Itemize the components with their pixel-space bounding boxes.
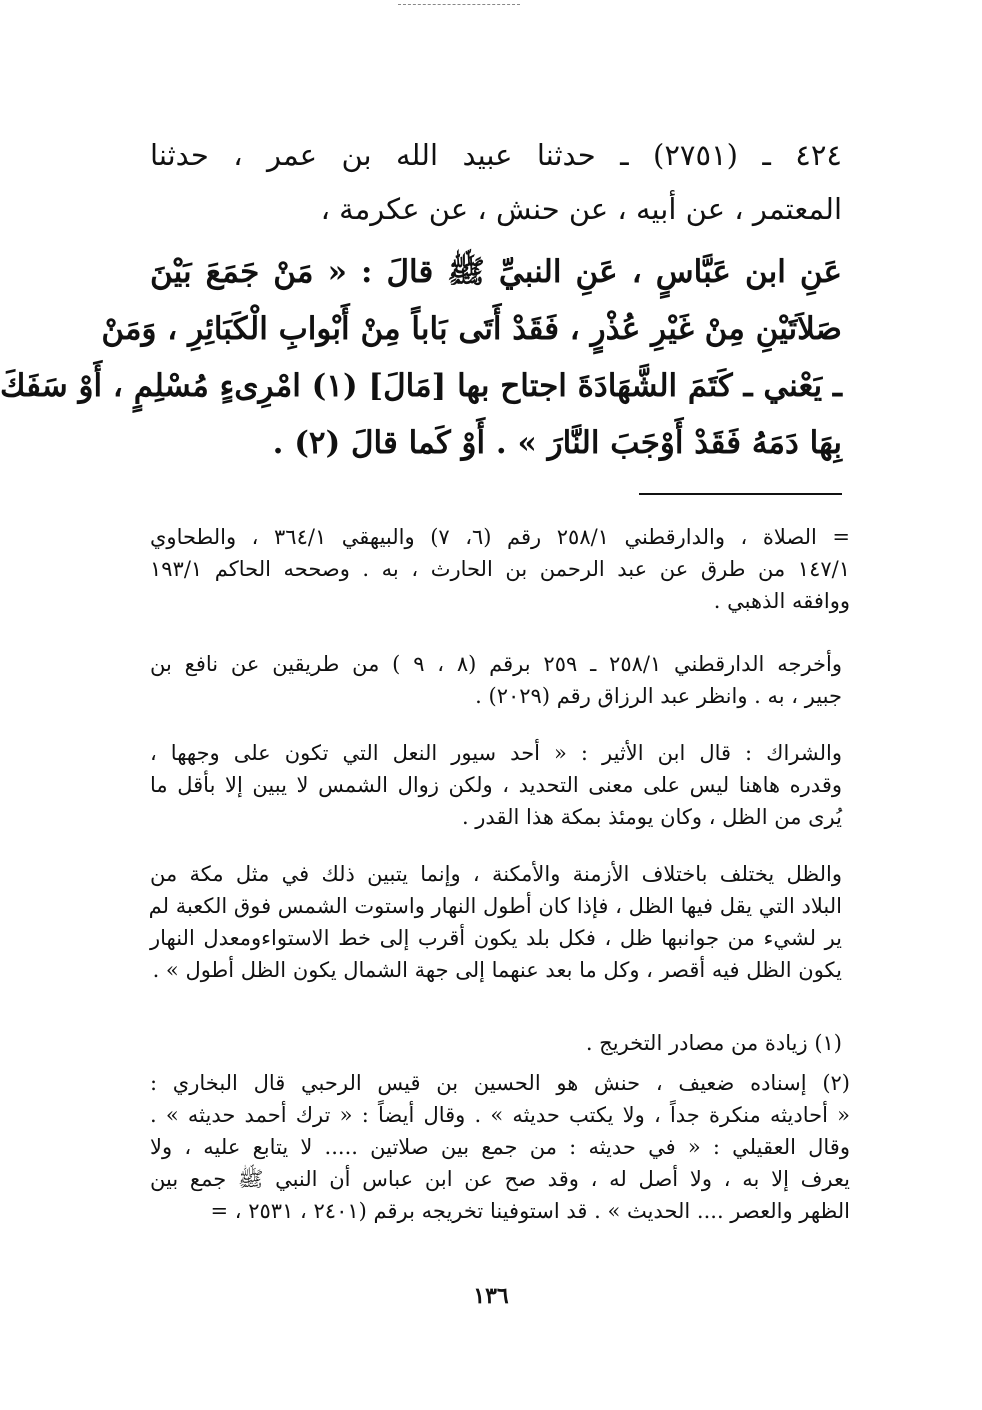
footnote-2 bbox=[150, 1067, 850, 1227]
footnote-line: وقال العقيلي : « في حديثه : من جمع بين صلاتين ..... لا يتابع عليه ، ولا bbox=[150, 1135, 850, 1159]
matn-line: صَلاَتَيْنِ مِنْ غَيْرِ عُذْرٍ ، فَقَدْ أَتَى بَاباً مِنْ أَبْوابِ الْكَبَائِرِ ، وَمَنْ bbox=[101, 311, 842, 347]
footnote-line: (٢) إسناده ضعيف ، حنش هو الحسين بن قيس الرحبي قال البخاري : bbox=[150, 1071, 850, 1095]
page-number: ١٣٦ bbox=[473, 1283, 509, 1309]
top-dashed-rule bbox=[398, 4, 520, 5]
footnote-separator bbox=[639, 493, 842, 495]
isnad-line: ٤٢٤ ـ (٢٧٥١) ـ حدثنا عبيد الله بن عمر ، حدثنا bbox=[150, 138, 842, 172]
footnote-line: جبير ، به . وانظر عبد الرزاق رقم (٢٠٢٩) . bbox=[475, 684, 842, 708]
matn-line: عَنِ ابن عَبَّاسٍ ، عَنِ النبيِّ ﷺ قالَ : « مَنْ جَمَعَ بَيْنَ bbox=[150, 254, 842, 290]
footnote-line: يكون الظل فيه أقصر ، وكل ما بعد عنهما إلى جهة الشمال يكون الظل أطول » . bbox=[152, 958, 842, 982]
footnote-1 bbox=[150, 1027, 842, 1059]
footnote-line: (١) زيادة من مصادر التخريج . bbox=[585, 1031, 842, 1055]
isnad-line: المعتمر ، عن أبيه ، عن حنش ، عن عكرمة ، bbox=[320, 192, 842, 226]
footnote-line: ١٤٧/١ من طرق عن عبد الرحمن بن الحارث ، به . وصححه الحاكم ١٩٣/١ bbox=[150, 557, 850, 581]
footnote-shadow bbox=[150, 858, 842, 986]
footnote-line: البلاد التي يقل فيها الظل ، فإذا كان أطول النهار واستوت الشمس فوق الكعبة لم bbox=[148, 894, 842, 918]
hadith-isnad bbox=[150, 128, 842, 236]
footnote-line: وقدره هاهنا ليس على معنى التحديد ، ولكن زوال الشمس لا يبين إلا بأقل ما bbox=[150, 773, 842, 797]
matn-line: بِهَا دَمَهُ فَقَدْ أَوْجَبَ النَّارَ » . أَوْ كَما قالَ (٢) . bbox=[272, 425, 842, 461]
footnote-daraqutni bbox=[150, 648, 842, 712]
footnote-line: ير لشيء من جوانبها ظل ، فكل بلد يكون أقرب إلى خط الاستواءومعدل النهار bbox=[150, 926, 842, 950]
matn-line: ـ يَعْني ـ كَتَمَ الشَّهَادَةَ اجتاح بها [مَالَ] (١) امْرِىءٍ مُسْلِمٍ ، أَوْ سَفَكَ bbox=[0, 368, 842, 404]
footnote-line: « أحاديثه منكرة جداً ، ولا يكتب حديثه » . وقال أيضاً : « ترك أحمد حديثه » . bbox=[150, 1103, 850, 1127]
footnote-shirak bbox=[150, 737, 842, 833]
footnote-line: يعرف إلا به ، ولا أصل له ، وقد صح عن ابن عباس أن النبي ﷺ جمع بين bbox=[150, 1167, 850, 1191]
footnote-line: ووافقه الذهبي . bbox=[713, 589, 850, 613]
hadith-matn bbox=[0, 244, 842, 472]
footnote-line: الظهر والعصر .... الحديث » . قد استوفينا تخريجه برقم (٢٤٠١ ، ٢٥٣١ ، = bbox=[210, 1199, 850, 1223]
footnote-line: يُرى من الظل ، وكان يومئذ بمكة هذا القدر . bbox=[461, 805, 842, 829]
footnote-line: والظل يختلف باختلاف الأزمنة والأمكنة ، وإنما يتبين ذلك في مثل مكة من bbox=[150, 862, 842, 886]
footnote-line: والشراك : قال ابن الأثير : « أحد سيور النعل التي تكون على وجهها ، bbox=[150, 741, 842, 765]
footnote-line: = الصلاة ، والدارقطني ٢٥٨/١ رقم (٦، ٧) والبيهقي ٣٦٤/١ ، والطحاوي bbox=[150, 525, 851, 549]
footnote-line: وأخرجه الدارقطني ٢٥٨/١ ـ ٢٥٩ برقم (٨ ، ٩ ) من طريقين عن نافع بن bbox=[150, 652, 842, 676]
footnote-continued bbox=[150, 521, 850, 617]
